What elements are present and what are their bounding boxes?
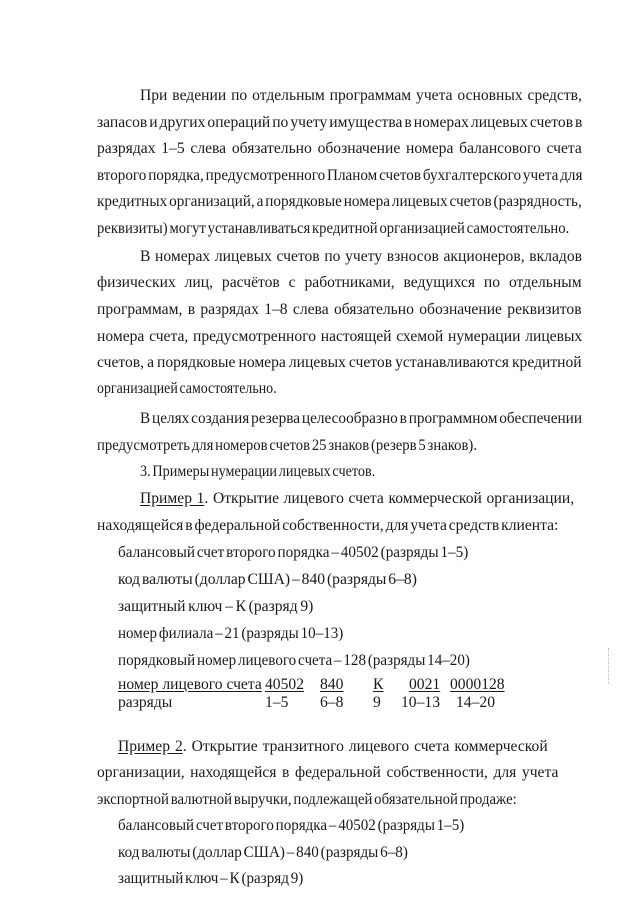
table-cell: 40502: [265, 676, 304, 693]
scan-margin-mark: [608, 648, 609, 684]
table-cell: К: [373, 676, 384, 693]
section-heading: 3. Примеры нумерации лицевых счетов.: [140, 463, 376, 480]
example-title-line: организации, находящейся в федеральной собственности, для учета: [97, 764, 559, 781]
list-item: балансовый счет второго порядка – 40502 (разряды 1–5): [118, 817, 465, 834]
example-title-text: . Открытие лицевого счета коммерческой организации,: [204, 490, 575, 507]
table-cell: 0021: [409, 676, 441, 693]
text-line: физических лиц, расчётов с работниками, ведущихся по отдельным: [97, 274, 582, 291]
table-cell: 1–5: [265, 694, 289, 711]
text-line: организацией самостоятельно.: [97, 380, 277, 397]
text-line: кредитных организаций, а порядковые номера лицевых счетов (разрядность,: [97, 193, 582, 210]
text-line: второго порядка, предусмотренного Планом счетов бухгалтерского учета для: [97, 167, 583, 184]
example-title-text: . Открытие транзитного лицевого счета коммерческой: [182, 738, 548, 755]
text-line: реквизиты) могут устанавливаться кредитной организацией самостоятельно.: [97, 220, 570, 237]
list-item: код валюты (доллар США) – 840 (разряды 6–8): [118, 571, 417, 588]
example-title-line: экспортной валютной выручки, подлежащей обязательной продаже:: [97, 791, 517, 808]
text-line: программам, в разрядах 1–8 слева обязательно обозначение реквизитов: [97, 301, 582, 318]
text-line: разрядах 1–5 слева обязательно обозначение номера балансового счета: [97, 140, 582, 157]
list-item: номер филиала – 21 (разряды 10–13): [118, 625, 344, 642]
table-row-label: разряды: [118, 694, 173, 711]
example-title-line: [140, 489, 574, 509]
text-line: В целях создания резерва целесообразно в программном обеспечении: [140, 410, 583, 427]
table-cell: 840: [320, 676, 344, 693]
example-label: Пример 1: [140, 490, 205, 507]
list-item: защитный ключ – К (разряд 9): [118, 598, 314, 615]
table-cell: 0000128: [450, 676, 505, 693]
table-cell: 6–8: [320, 694, 344, 711]
list-item: балансовый счет второго порядка – 40502 (разряды 1–5): [118, 544, 469, 561]
text-line: При ведении по отдельным программам учета основных средств,: [140, 87, 582, 104]
text-line: В номерах лицевых счетов по учету взносов акционеров, вкладов: [140, 248, 582, 265]
text-line: номера счета, предусмотренного настоящей схемой нумерации лицевых: [97, 328, 583, 345]
text-line: счетов, а порядковые номера лицевых счетов устанавливаются кредитной: [97, 354, 582, 371]
list-item: порядковый номер лицевого счета – 128 (разряды 14–20): [118, 652, 470, 669]
table-cell: 10–13: [401, 694, 440, 711]
table-cell: 14–20: [456, 694, 495, 711]
text-line: предусмотреть для номеров счетов 25 знаков (резерв 5 знаков).: [97, 437, 477, 454]
table-row-label: номер лицевого счета: [118, 676, 262, 693]
example-label: Пример 2: [118, 738, 183, 755]
example-title-line: находящейся в федеральной собственности, для учета средств клиента:: [97, 517, 559, 534]
list-item: код валюты (доллар США) – 840 (разряды 6–8): [118, 844, 408, 861]
table-cell: 9: [373, 694, 381, 711]
text-line: запасов и других операций по учету имущества в номерах лицевых счетов в: [97, 114, 583, 131]
list-item: защитный ключ – К (разряд 9): [118, 870, 304, 887]
example-title-line: [118, 737, 548, 757]
